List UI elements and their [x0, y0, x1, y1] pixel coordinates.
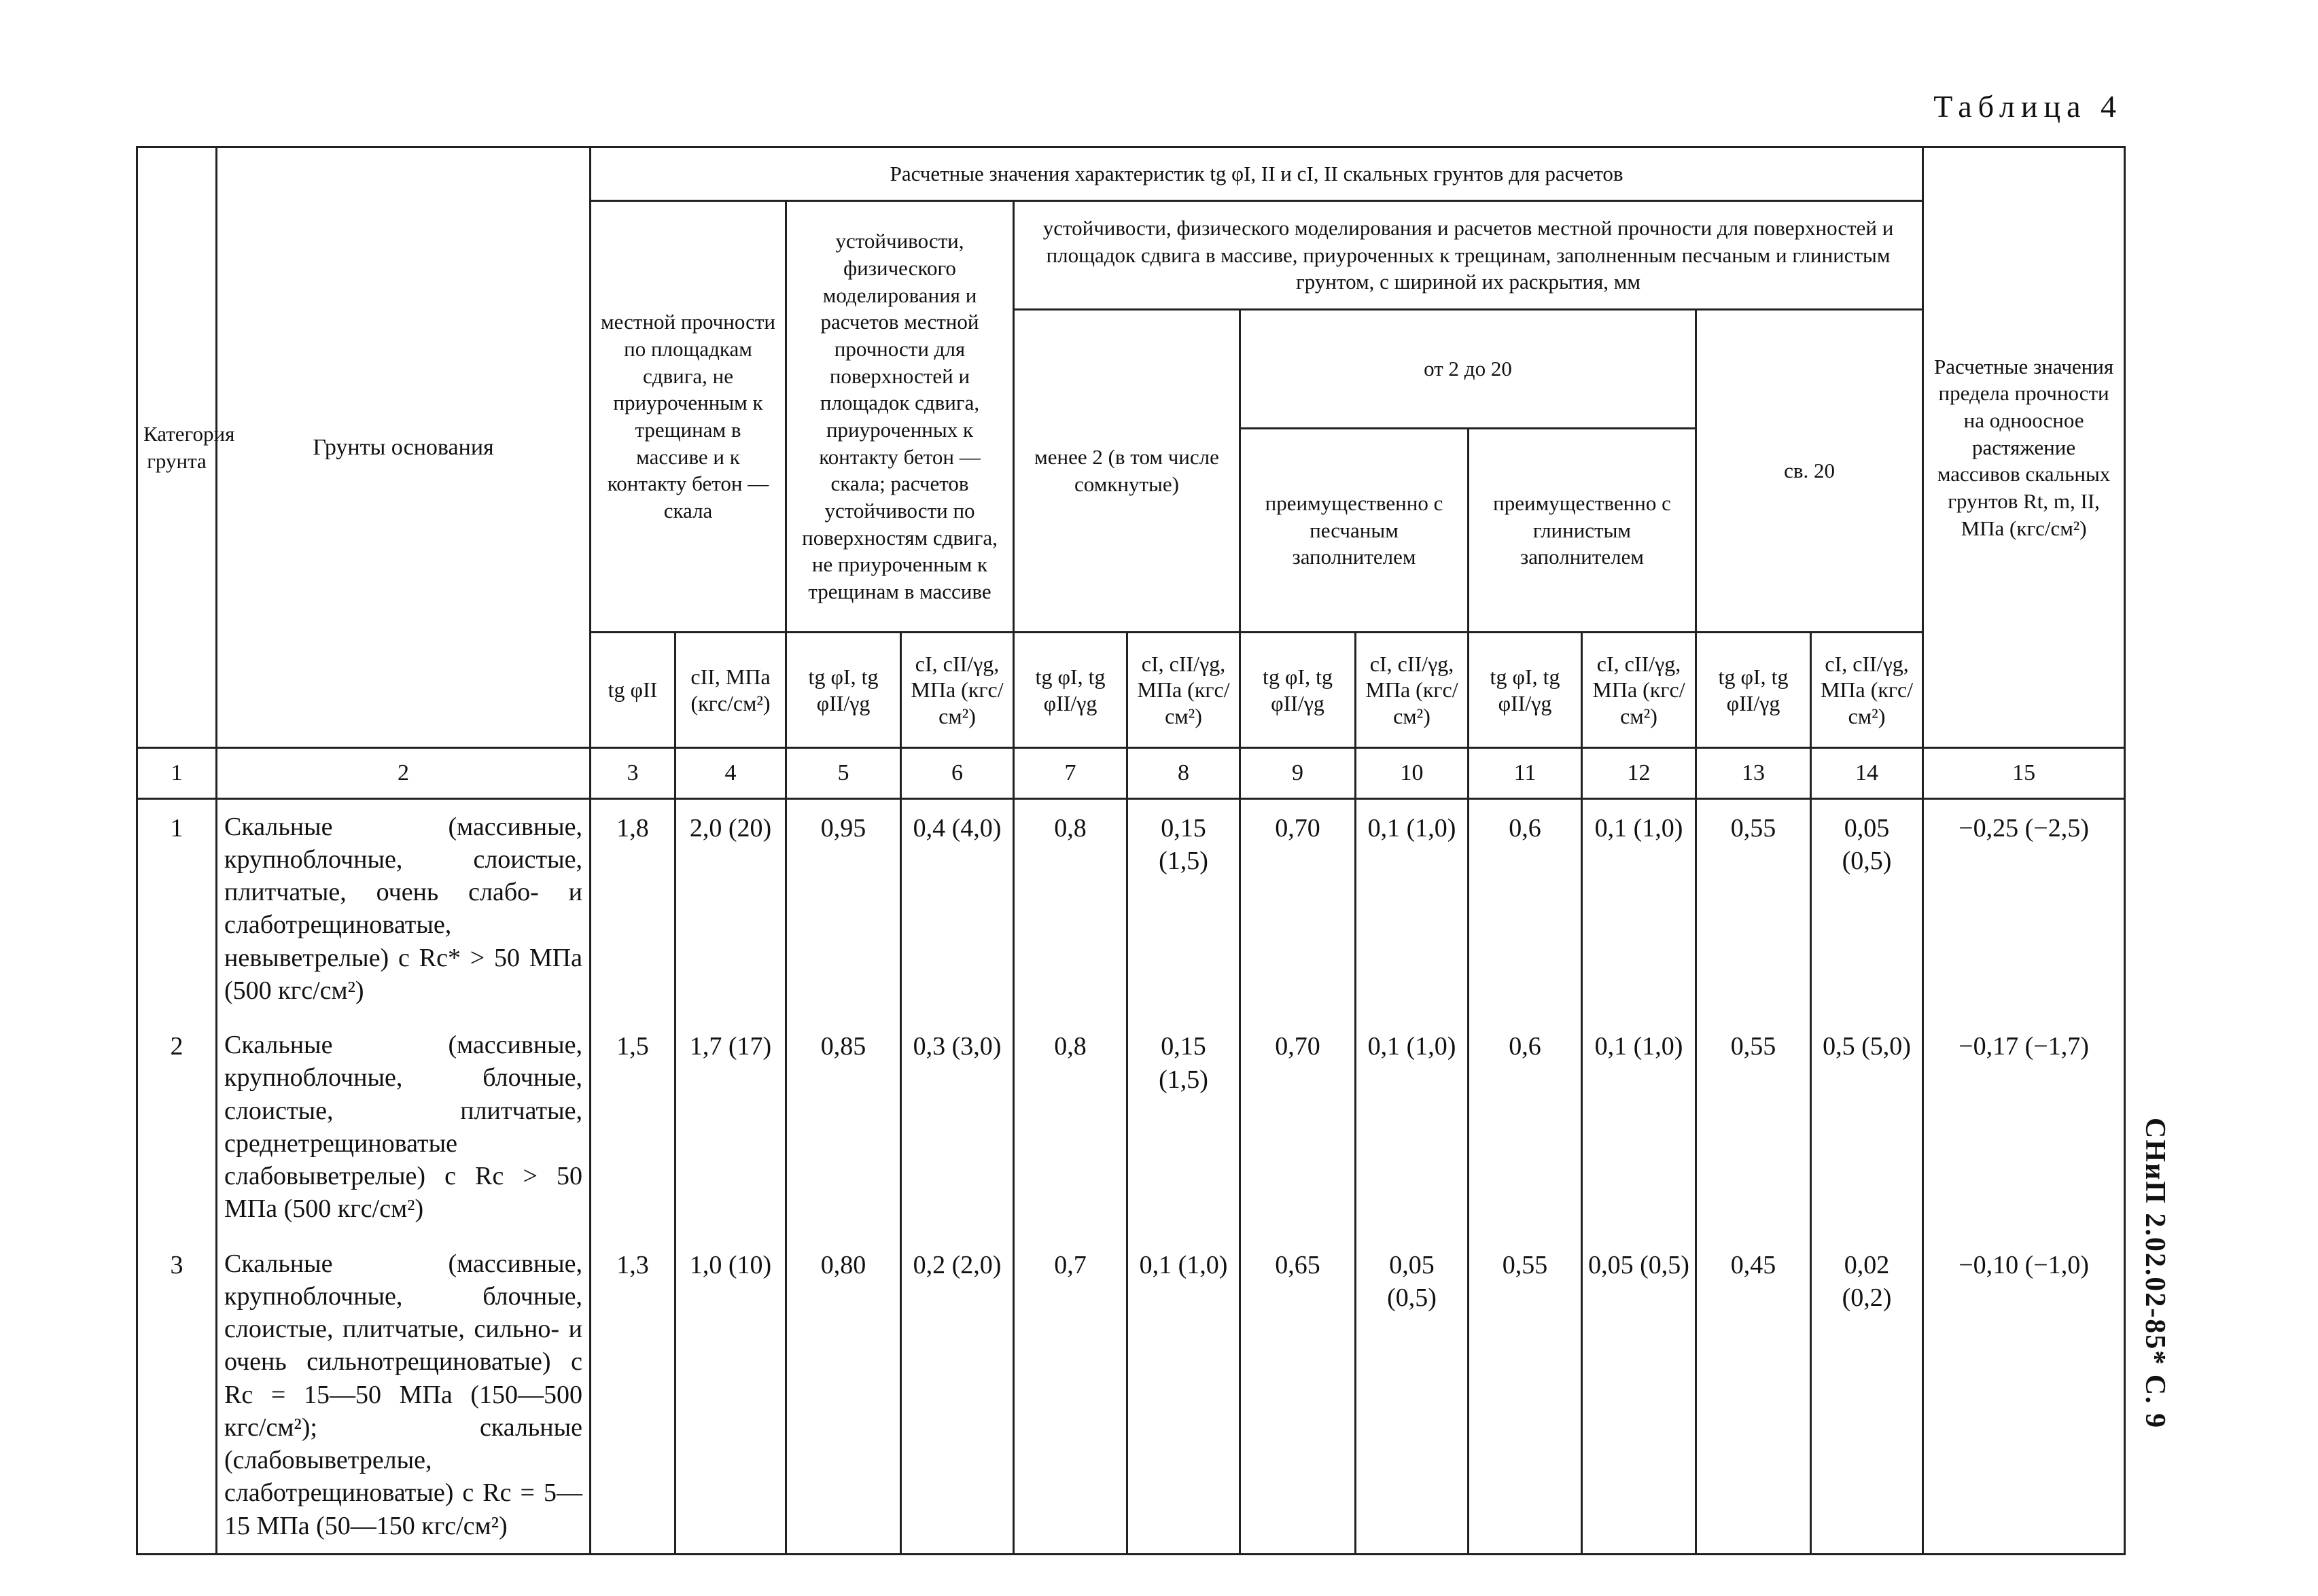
row-soil-description: Скальные (массивные, крупноблочные, блочные, слоистые, плитчатые, среднетрещиноватые слабовыветрелые) с Rc > 50 МПа (500 кгс/см²) [217, 1018, 591, 1237]
column-number: 2 [217, 748, 591, 799]
table-caption: Таблица 4 [1933, 89, 2122, 124]
row-value: −0,25 (−2,5) [1923, 798, 2125, 1018]
row-value: 0,4 (4,0) [901, 798, 1014, 1018]
header-row-1 [137, 147, 2125, 201]
row-soil-description: Скальные (массивные, крупноблочные, блочные, слоистые, плитчатые, сильно- и очень сильнотрещиноватые) с Rc = 15—50 МПа (150—500 кгс/см²); скальные (слабовыветрелые, слаботрещиноватые) с Rc = 5—15 МПа (50—150 кгс/см²) [217, 1237, 591, 1555]
symbol-c-ii: cII, МПа (кгс/см²) [675, 633, 786, 748]
header-over-20: св. 20 [1696, 310, 1923, 633]
column-number: 14 [1811, 748, 1923, 799]
row-value: 0,1 (1,0) [1356, 798, 1469, 1018]
row-value: 0,05 (0,5) [1811, 798, 1923, 1018]
header-stability: устойчивости, физического моделирования и расчетов местной прочности для поверхностей и площадок сдвига, приуроченных к контакту бетон — скала; расчетов устойчивости по поверхностям сдвига, не приуроченным к трещинам в массиве [786, 201, 1014, 633]
row-value: 0,05 (0,5) [1356, 1237, 1469, 1555]
row-value: 0,05 (0,5) [1582, 1237, 1696, 1555]
row-category: 3 [137, 1237, 217, 1555]
symbol-c-pair: cI, cII/γg, МПа (кгс/см²) [1356, 633, 1469, 748]
row-value: 0,1 (1,0) [1127, 1237, 1240, 1555]
column-number: 6 [901, 748, 1014, 799]
row-value: 0,85 [786, 1018, 901, 1237]
header-fractures: устойчивости, физического моделирования и расчетов местной прочности для поверхностей и площадок сдвига в массиве, приуроченных к трещинам, заполненным песчаным и глинистым грунтом, с шириной их раскрытия, мм [1014, 201, 1923, 310]
row-value: 0,55 [1469, 1237, 1582, 1555]
column-number: 1 [137, 748, 217, 799]
row-value: 1,5 [591, 1018, 675, 1237]
header-category: Категория грунта [137, 147, 217, 748]
row-value: −0,10 (−1,0) [1923, 1237, 2125, 1555]
column-number: 12 [1582, 748, 1696, 799]
table-row [137, 1018, 2125, 1237]
row-value: 0,55 [1696, 798, 1811, 1018]
row-category: 1 [137, 798, 217, 1018]
row-soil-description: Скальные (массивные, крупноблочные, слоистые, плитчатые, очень слабо- и слаботрещиноватые, невыветрелые) с Rc* > 50 МПа (500 кгс/см²) [217, 798, 591, 1018]
symbol-tg-pair: tg φI, tg φII/γg [1469, 633, 1582, 748]
symbol-tg-pair: tg φI, tg φII/γg [1240, 633, 1356, 748]
row-value: 0,8 [1014, 1018, 1127, 1237]
header-less-2: менее 2 (в том числе сомкнутые) [1014, 310, 1240, 633]
row-value: 0,5 (5,0) [1811, 1018, 1923, 1237]
row-value: 0,95 [786, 798, 901, 1018]
column-number-row [137, 748, 2125, 799]
row-value: 0,1 (1,0) [1582, 1018, 1696, 1237]
row-value: 0,45 [1696, 1237, 1811, 1555]
header-sand-fill: преимущественно с песчаным заполнителем [1240, 429, 1469, 633]
column-number: 7 [1014, 748, 1127, 799]
header-local-strength: местной прочности по площадкам сдвига, не приуроченным к трещинам в массиве и к контакту бетон — скала [591, 201, 786, 633]
row-value: 0,65 [1240, 1237, 1356, 1555]
column-number: 9 [1240, 748, 1356, 799]
row-value: 0,6 [1469, 1018, 1582, 1237]
row-value: 1,7 (17) [675, 1018, 786, 1237]
symbol-tg-pair: tg φI, tg φII/γg [1696, 633, 1811, 748]
row-value: 1,8 [591, 798, 675, 1018]
row-value: 0,1 (1,0) [1356, 1018, 1469, 1237]
row-value: −0,17 (−1,7) [1923, 1018, 2125, 1237]
symbol-c-pair: cI, cII/γg, МПа (кгс/см²) [1582, 633, 1696, 748]
header-calc-values: Расчетные значения характеристик tg φI, II и cI, II скальных грунтов для расчетов [591, 147, 1923, 201]
symbol-c-pair: cI, cII/γg, МПа (кгс/см²) [1127, 633, 1240, 748]
row-value: 0,55 [1696, 1018, 1811, 1237]
row-value: 1,3 [591, 1237, 675, 1555]
row-value: 0,80 [786, 1237, 901, 1555]
soil-properties-table [136, 146, 2126, 1555]
symbol-c-pair: cI, cII/γg, МПа (кгс/см²) [901, 633, 1014, 748]
row-value: 0,7 [1014, 1237, 1127, 1555]
row-value: 0,70 [1240, 1018, 1356, 1237]
column-number: 10 [1356, 748, 1469, 799]
column-number: 8 [1127, 748, 1240, 799]
row-category: 2 [137, 1018, 217, 1237]
row-value: 0,70 [1240, 798, 1356, 1018]
row-value: 0,15 (1,5) [1127, 1018, 1240, 1237]
header-tensile: Расчетные значения предела прочности на одноосное растяжение массивов скальных грунтов Rt, m, II, МПа (кгс/см²) [1923, 147, 2125, 748]
column-number: 3 [591, 748, 675, 799]
column-number: 4 [675, 748, 786, 799]
row-value: 0,15 (1,5) [1127, 798, 1240, 1018]
row-value: 0,6 [1469, 798, 1582, 1018]
document-page-label: СНиП 2.02.02-85* С. 9 [2139, 1118, 2171, 1430]
column-number: 5 [786, 748, 901, 799]
table-row [137, 798, 2125, 1018]
row-value: 1,0 (10) [675, 1237, 786, 1555]
table-row [137, 1237, 2125, 1555]
row-value: 0,02 (0,2) [1811, 1237, 1923, 1555]
symbol-tg-phi-ii: tg φII [591, 633, 675, 748]
row-value: 0,8 [1014, 798, 1127, 1018]
column-number: 15 [1923, 748, 2125, 799]
row-value: 0,1 (1,0) [1582, 798, 1696, 1018]
symbol-tg-pair: tg φI, tg φII/γg [1014, 633, 1127, 748]
column-number: 13 [1696, 748, 1811, 799]
header-clay-fill: преимущественно с глинистым заполнителем [1469, 429, 1696, 633]
row-value: 2,0 (20) [675, 798, 786, 1018]
column-number: 11 [1469, 748, 1582, 799]
symbol-c-pair: cI, cII/γg, МПа (кгс/см²) [1811, 633, 1923, 748]
symbol-tg-pair: tg φI, tg φII/γg [786, 633, 901, 748]
header-2-to-20: от 2 до 20 [1240, 310, 1696, 429]
header-soil: Грунты основания [217, 147, 591, 748]
row-value: 0,3 (3,0) [901, 1018, 1014, 1237]
row-value: 0,2 (2,0) [901, 1237, 1014, 1555]
